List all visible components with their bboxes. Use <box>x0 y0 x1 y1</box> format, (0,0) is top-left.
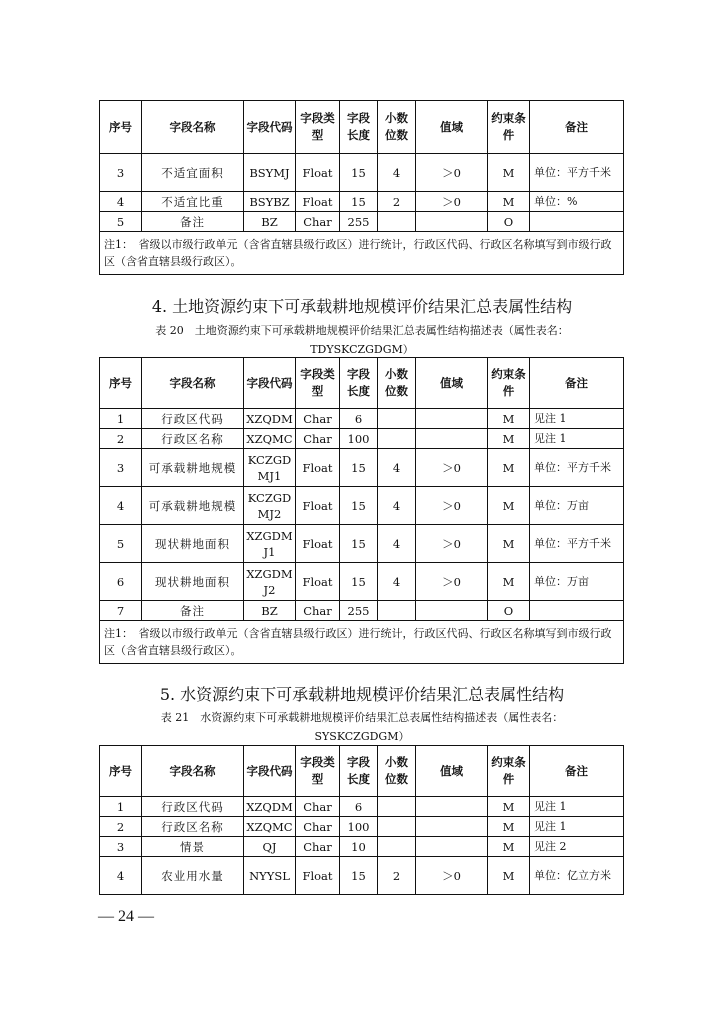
header-cell: 字段名称 <box>142 358 244 409</box>
cell: 2 <box>100 817 142 837</box>
table-caption: 表 21 水资源约束下可承载耕地规模评价结果汇总表属性结构描述表（属性表名：SYSKCZGDGM） <box>160 711 564 743</box>
page-number: — 24 — <box>98 908 154 925</box>
cell: M <box>488 449 530 487</box>
table-note: 注1： 省级以市级行政单元（含省直辖县级行政区）进行统计，行政区代码、行政区名称填写到市级行政区（含省直辖县级行政区）。 <box>100 232 624 275</box>
header-cell: 序号 <box>100 746 142 797</box>
cell: 100 <box>340 817 378 837</box>
table-row <box>100 487 624 525</box>
header-cell: 值域 <box>416 101 488 154</box>
header-cell: 字段长度 <box>340 358 378 409</box>
cell: 4 <box>378 154 416 192</box>
cell: 单位：% <box>530 192 624 212</box>
cell: ＞0 <box>416 487 488 525</box>
table-21 <box>99 745 624 895</box>
cell: 现状耕地面积 <box>142 563 244 601</box>
cell: 4 <box>100 192 142 212</box>
cell: 行政区代码 <box>142 409 244 429</box>
cell: 单位：万亩 <box>530 487 624 525</box>
cell: Char <box>296 797 340 817</box>
cell: 6 <box>100 563 142 601</box>
cell: 4 <box>378 563 416 601</box>
header-cell: 字段类型 <box>296 746 340 797</box>
cell <box>530 212 624 232</box>
cell: O <box>488 601 530 621</box>
cell <box>416 797 488 817</box>
header-cell: 字段名称 <box>142 746 244 797</box>
cell <box>416 429 488 449</box>
cell: 10 <box>340 837 378 857</box>
header-cell: 值域 <box>416 358 488 409</box>
cell: Float <box>296 192 340 212</box>
cell: 可承载耕地规模 <box>142 449 244 487</box>
cell: M <box>488 837 530 857</box>
cell: XZQDM <box>244 797 296 817</box>
cell: ＞0 <box>416 192 488 212</box>
cell: 15 <box>340 525 378 563</box>
cell <box>378 212 416 232</box>
cell: M <box>488 154 530 192</box>
header-cell: 小数位数 <box>378 101 416 154</box>
cell: BSYMJ <box>244 154 296 192</box>
section-title: 4. 土地资源约束下可承载耕地规模评价结果汇总表属性结构 <box>151 297 573 316</box>
table-note-row <box>100 621 624 664</box>
cell <box>378 817 416 837</box>
cell: 可承载耕地规模 <box>142 487 244 525</box>
cell: KCZGDMJ1 <box>244 449 296 487</box>
table-row <box>100 429 624 449</box>
cell <box>416 409 488 429</box>
cell: 单位：万亩 <box>530 563 624 601</box>
cell: 见注 1 <box>530 429 624 449</box>
cell: M <box>488 563 530 601</box>
header-cell: 约束条件 <box>488 358 530 409</box>
cell: M <box>488 487 530 525</box>
table-row <box>100 409 624 429</box>
cell: M <box>488 857 530 895</box>
table-row <box>100 797 624 817</box>
header-cell: 序号 <box>100 101 142 154</box>
cell: KCZGDMJ2 <box>244 487 296 525</box>
cell: XZQDM <box>244 409 296 429</box>
cell: Float <box>296 154 340 192</box>
cell: 2 <box>378 192 416 212</box>
cell: 现状耕地面积 <box>142 525 244 563</box>
cell: XZGDMJ1 <box>244 525 296 563</box>
cell: Char <box>296 817 340 837</box>
cell: 农业用水量 <box>142 857 244 895</box>
header-cell: 字段名称 <box>142 101 244 154</box>
cell: 备注 <box>142 212 244 232</box>
header-cell: 字段代码 <box>244 101 296 154</box>
cell: 1 <box>100 797 142 817</box>
cell: 4 <box>100 487 142 525</box>
cell: BZ <box>244 601 296 621</box>
header-cell: 字段代码 <box>244 746 296 797</box>
table-header-row <box>100 358 624 409</box>
cell: 4 <box>378 487 416 525</box>
cell: 1 <box>100 409 142 429</box>
header-cell: 字段长度 <box>340 746 378 797</box>
table-continued <box>99 100 624 275</box>
header-cell: 字段长度 <box>340 101 378 154</box>
cell: 见注 2 <box>530 837 624 857</box>
header-cell: 字段类型 <box>296 101 340 154</box>
cell: M <box>488 429 530 449</box>
cell <box>416 817 488 837</box>
cell: M <box>488 525 530 563</box>
table-row <box>100 449 624 487</box>
cell <box>416 601 488 621</box>
cell: M <box>488 797 530 817</box>
table-row <box>100 154 624 192</box>
cell: M <box>488 409 530 429</box>
table-note: 注1： 省级以市级行政单元（含省直辖县级行政区）进行统计，行政区代码、行政区名称填写到市级行政区（含省直辖县级行政区）。 <box>100 621 624 664</box>
cell: Float <box>296 525 340 563</box>
header-cell: 备注 <box>530 746 624 797</box>
cell: 4 <box>378 449 416 487</box>
cell: ＞0 <box>416 449 488 487</box>
cell: 单位：平方千米 <box>530 449 624 487</box>
cell: M <box>488 192 530 212</box>
cell: XZGDMJ2 <box>244 563 296 601</box>
cell: Float <box>296 857 340 895</box>
cell: 2 <box>100 429 142 449</box>
cell: 见注 1 <box>530 817 624 837</box>
cell: 255 <box>340 212 378 232</box>
cell: Char <box>296 429 340 449</box>
table-row <box>100 192 624 212</box>
cell: 备注 <box>142 601 244 621</box>
cell: 行政区名称 <box>142 817 244 837</box>
cell: 15 <box>340 449 378 487</box>
cell: Float <box>296 449 340 487</box>
cell <box>378 601 416 621</box>
cell: 见注 1 <box>530 797 624 817</box>
table-header-row <box>100 746 624 797</box>
header-cell: 值域 <box>416 746 488 797</box>
cell: XZQMC <box>244 429 296 449</box>
cell: 情景 <box>142 837 244 857</box>
header-cell: 备注 <box>530 101 624 154</box>
cell: O <box>488 212 530 232</box>
cell <box>530 601 624 621</box>
cell: XZQMC <box>244 817 296 837</box>
cell: 15 <box>340 154 378 192</box>
cell: 2 <box>378 857 416 895</box>
header-cell: 约束条件 <box>488 101 530 154</box>
header-cell: 字段类型 <box>296 358 340 409</box>
table-20 <box>99 357 624 664</box>
table-header-row <box>100 101 624 154</box>
cell: 4 <box>378 525 416 563</box>
cell: 15 <box>340 857 378 895</box>
cell: 15 <box>340 563 378 601</box>
cell: BSYBZ <box>244 192 296 212</box>
cell: 15 <box>340 192 378 212</box>
cell: 3 <box>100 837 142 857</box>
cell: M <box>488 817 530 837</box>
cell: 5 <box>100 525 142 563</box>
header-cell: 字段代码 <box>244 358 296 409</box>
cell: 5 <box>100 212 142 232</box>
cell: Char <box>296 601 340 621</box>
cell: 3 <box>100 449 142 487</box>
cell: Float <box>296 487 340 525</box>
table-row <box>100 563 624 601</box>
header-cell: 备注 <box>530 358 624 409</box>
cell: BZ <box>244 212 296 232</box>
cell: 3 <box>100 154 142 192</box>
header-cell: 序号 <box>100 358 142 409</box>
cell: 行政区名称 <box>142 429 244 449</box>
table-note-row <box>100 232 624 275</box>
cell: Float <box>296 563 340 601</box>
cell <box>378 837 416 857</box>
cell: QJ <box>244 837 296 857</box>
header-cell: 约束条件 <box>488 746 530 797</box>
cell: 6 <box>340 797 378 817</box>
cell: 7 <box>100 601 142 621</box>
table-row <box>100 212 624 232</box>
cell: 不适宜面积 <box>142 154 244 192</box>
cell <box>416 212 488 232</box>
cell <box>378 409 416 429</box>
cell: 不适宜比重 <box>142 192 244 212</box>
cell: 6 <box>340 409 378 429</box>
cell <box>378 797 416 817</box>
cell: ＞0 <box>416 154 488 192</box>
table-row <box>100 601 624 621</box>
cell: NYYSL <box>244 857 296 895</box>
cell: 单位：亿立方米 <box>530 857 624 895</box>
cell: Char <box>296 837 340 857</box>
cell: ＞0 <box>416 563 488 601</box>
cell <box>378 429 416 449</box>
cell: Char <box>296 212 340 232</box>
cell: 4 <box>100 857 142 895</box>
cell: 15 <box>340 487 378 525</box>
cell: 单位：平方千米 <box>530 525 624 563</box>
table-row <box>100 857 624 895</box>
header-cell: 小数位数 <box>378 746 416 797</box>
section-title: 5. 水资源约束下可承载耕地规模评价结果汇总表属性结构 <box>159 685 565 704</box>
table-row <box>100 525 624 563</box>
table-row <box>100 837 624 857</box>
cell <box>416 837 488 857</box>
cell: 100 <box>340 429 378 449</box>
cell: 行政区代码 <box>142 797 244 817</box>
cell: 见注 1 <box>530 409 624 429</box>
header-cell: 小数位数 <box>378 358 416 409</box>
cell: ＞0 <box>416 857 488 895</box>
table-row <box>100 817 624 837</box>
cell: 单位：平方千米 <box>530 154 624 192</box>
table-caption: 表 20 土地资源约束下可承载耕地规模评价结果汇总表属性结构描述表（属性表名：TDYSKCZGDGM） <box>155 324 569 356</box>
cell: ＞0 <box>416 525 488 563</box>
cell: Char <box>296 409 340 429</box>
cell: 255 <box>340 601 378 621</box>
